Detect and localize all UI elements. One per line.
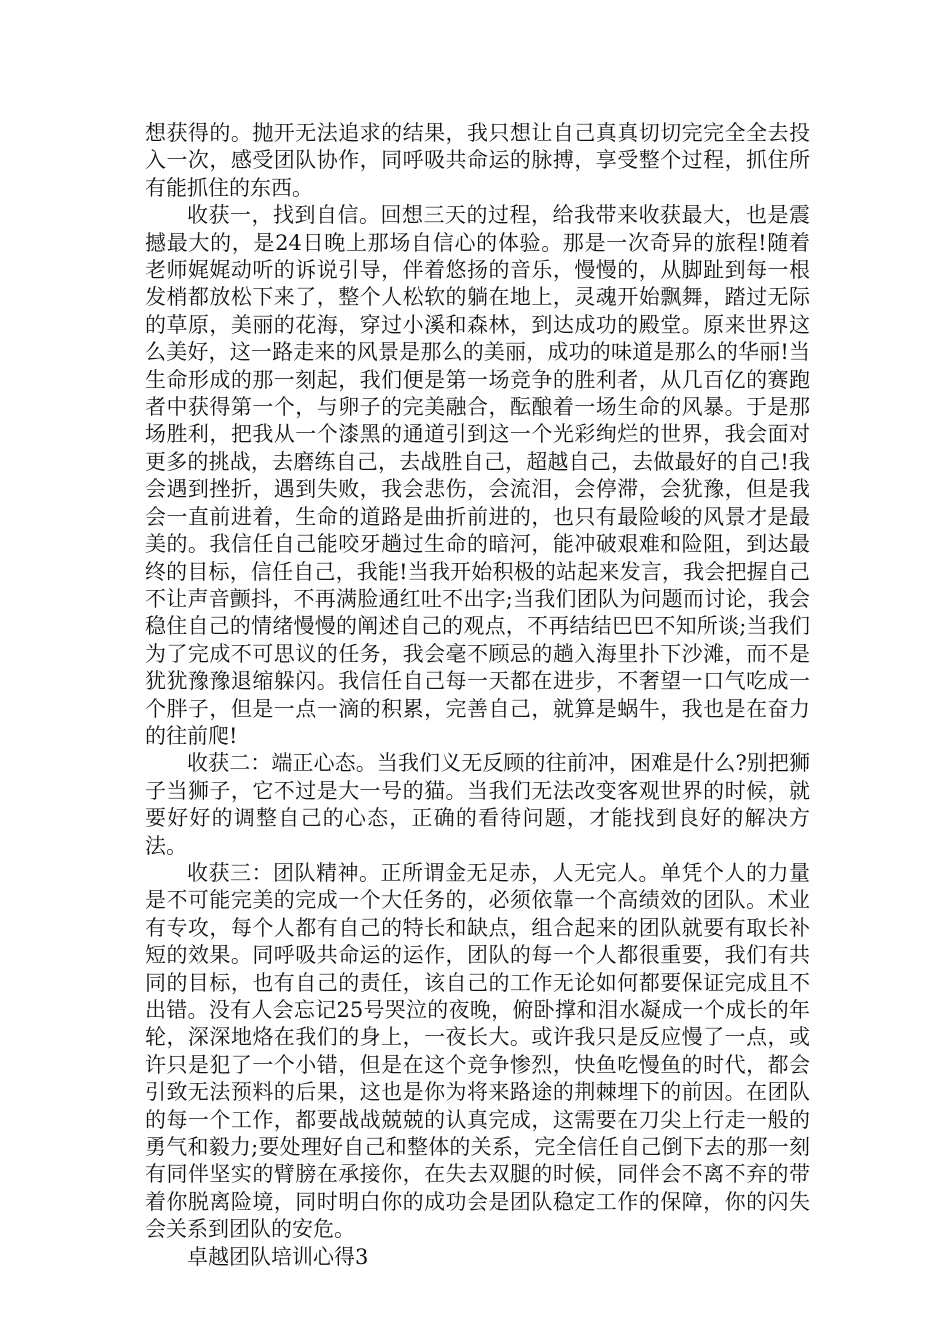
paragraph-gain-two-mindset: 收获二：端正心态。当我们义无反顾的往前冲，困难是什么?别把狮子当狮子，它不过是大一号的猫。当我们无法改变客观世界的时候，就要好好的调整自己的心态，正确的看待问题，才能找到良好的解决方法。 bbox=[145, 751, 810, 858]
paragraph-gain-one-confidence: 收获一，找到自信。回想三天的过程，给我带来收获最大，也是震撼最大的，是24日晚上那场自信心的体验。那是一次奇异的旅程!随着老师娓娓动听的诉说引导，伴着悠扬的音乐，慢慢的，从脚趾到每一根发梢都放松下来了，整个人松软的躺在地上，灵魂开始飘舞，踏过无际的草原，美丽的花海，穿过小溪和森林，到达成功的殿堂。原来世界这么美好，这一路走来的风景是那么的美丽，成功的味道是那么的华丽!当生命形成的那一刻起，我们便是第一场竞争的胜利者，从几百亿的赛跑者中获得第一个，与卵子的完美融合，酝酿着一场生命的风暴。于是那场胜利，把我从一个漆黑的通道引到这一个光彩绚烂的世界，我会面对更多的挑战，去磨练自己，去战胜自己，超越自己，去做最好的自己!我会遇到挫折，遇到失败，我会悲伤，会流泪，会停滞，会犹豫，但是我会一直前进着，生命的道路是曲折前进的，也只有最险峻的风景才是最美的。我信任自己能咬牙趟过生命的暗河，能冲破艰难和险阻，到达最终的目标，信任自己，我能!当我开始积极的站起来发言，我会把握自己不让声音颤抖，不再满脸通红吐不出字;当我们团队为问题而讨论，我会稳住自己的情绪慢慢的阐述自己的观点，不再结结巴巴不知所谈;当我们为了完成不可思议的任务，我会毫不顾忌的趟入海里扑下沙滩，而不是犹犹豫豫退缩躲闪。我信任自己每一天都在进步，不奢望一口气吃成一个胖子，但是一点一滴的积累，完善自己，就算是蜗牛，我也是在奋力的往前爬! bbox=[145, 203, 810, 748]
section-heading: 卓越团队培训心得3 bbox=[187, 1244, 369, 1269]
document-page bbox=[145, 120, 810, 1271]
paragraph-gain-three-teamwork: 收获三：团队精神。正所谓金无足赤，人无完人。单凭个人的力量是不可能完美的完成一个大任务的，必须依靠一个高绩效的团队。术业有专攻，每个人都有自己的特长和缺点，组合起来的团队就要有取长补短的效果。同呼吸共命运的运作，团队的每一个人都很重要，我们有共同的目标，也有自己的责任，该自己的工作无论如何都要保证完成且不出错。没有人会忘记25号哭泣的夜晚，俯卧撑和泪水凝成一个成长的年轮，深深地烙在我们的身上，一夜长大。或许我只是反应慢了一点，或许只是犯了一个小错，但是在这个竞争惨烈，快鱼吃慢鱼的时代，都会引致无法预料的后果，这也是你为将来路途的荆棘埋下的前因。在团队的每一个工作，都要战战兢兢的认真完成，这需要在刀尖上行走一般的勇气和毅力;要处理好自己和整体的关系，完全信任自己倒下去的那一刻有同伴坚实的臂膀在承接你，在失去双腿的时候，同伴会不离不弃的带着你脱离险境，同时明白你的成功会是团队稳定工作的保障，你的闪失会关系到团队的安危。 bbox=[145, 860, 810, 1242]
paragraph-intro: 想获得的。抛开无法追求的结果，我只想让自己真真切切完完全全去投入一次，感受团队协作，同呼吸共命运的脉搏，享受整个过程，抓住所有能抓住的东西。 bbox=[145, 121, 810, 200]
